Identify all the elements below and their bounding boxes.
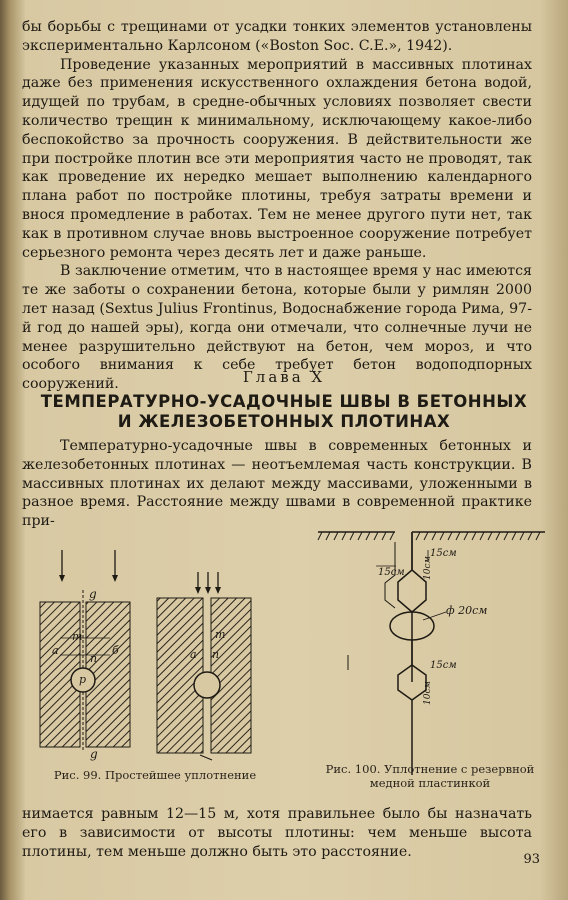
figure-100 (318, 532, 545, 775)
page-number: 93 (523, 852, 540, 867)
figures (0, 520, 568, 800)
label-n: n (90, 652, 98, 665)
body-text-bottom (22, 805, 532, 861)
dim-10cm-top: 10см (423, 556, 433, 580)
caption-figure-100: Рис. 100. Уплотнение с резервной медной пластинкой (325, 762, 535, 790)
caption-figure-99: Рис. 99. Простейшее уплотнение (53, 768, 257, 782)
dim-diameter: ф 20см (446, 604, 488, 617)
chapter-title-line-2: И ЖЕЛЕЗОБЕТОННЫХ ПЛОТИНАХ (117, 412, 451, 431)
chapter-heading: Глава X (242, 368, 326, 386)
dim-15cm-mid: 15см (430, 660, 457, 671)
label-a-2: a (190, 648, 197, 661)
chapter-title-line-1: ТЕМПЕРАТУРНО-УСАДОЧНЫЕ ШВЫ В БЕТОННЫХ (40, 392, 528, 411)
label-a: a (52, 644, 59, 657)
figure-99 (40, 550, 251, 761)
label-p: p (79, 673, 87, 686)
paragraph-1: бы борьбы с трещинами от усадки тонких элементов установлены экспериментально Карлсоном («Boston Soc. C.E.», 1942). (22, 19, 532, 54)
dim-15cm-top: 15см (430, 548, 457, 559)
label-m-2: m (215, 628, 226, 641)
label-m: m (72, 630, 83, 643)
label-n-2: n (212, 648, 220, 661)
label-g-top: g (89, 587, 97, 601)
fig99-right-joint (157, 572, 251, 760)
paragraph-2: Проведение указанных мероприятий в массивных плотинах даже без применения искусственного охлаждения бетона водой, идущей по трубам, в средне-обычных условиях позволяет свести количество трещин к минимальному, исключающему какое-либо беспокойство за прочность сооружения. В действительности же при постройке плотин все эти мероприятия часто не проводят, так как проведение их нередко мешает выполнению календарного плана работ по постройке плотины, требуя затраты времени и внося промедление в работах. Тем не менее другого пути нет, так как в противном случае вновь выстроенное сооружение потребует серьезного ремонта через десять лет и даже раньше. (22, 56, 532, 261)
paragraph-3: В заключение отметим, что в настоящее время у нас имеются те же заботы о сохранении бетона, которые были у римлян 2000 лет назад (Sextus Julius Frontinus, Водоснабжение города Рима, 97-й год до нашей эры), когда они отмечали, что солнечные лучи не менее разрушительно действуют на бетон, чем мороз, и что особого внимания к себе требует бетон водоподпорных сооружений. (22, 263, 532, 393)
label-g-bottom: g (90, 747, 98, 761)
fig99-left-joint (40, 550, 130, 761)
chapter-title (0, 392, 568, 432)
body-text-middle (22, 437, 532, 531)
paragraph-4: Температурно-усадочные швы в современных бетонных и железобетонных плотинах — неотъемлемая часть конструкции. В массивных плотинах их делают между массивами, уложенными в разное время. Расстояние между швами в современной практике при- (22, 438, 532, 530)
dim-15cm-left: 15см (378, 567, 405, 578)
paragraph-5: нимается равным 12—15 м, хотя правильнее было бы назначать его в зависимости от высоты плотины: чем меньше высота плотины, тем меньше должно быть это расстояние. (22, 806, 532, 860)
dim-10cm-bottom: 10см (423, 681, 433, 705)
label-b: б (112, 644, 119, 657)
body-text-top (22, 18, 532, 394)
